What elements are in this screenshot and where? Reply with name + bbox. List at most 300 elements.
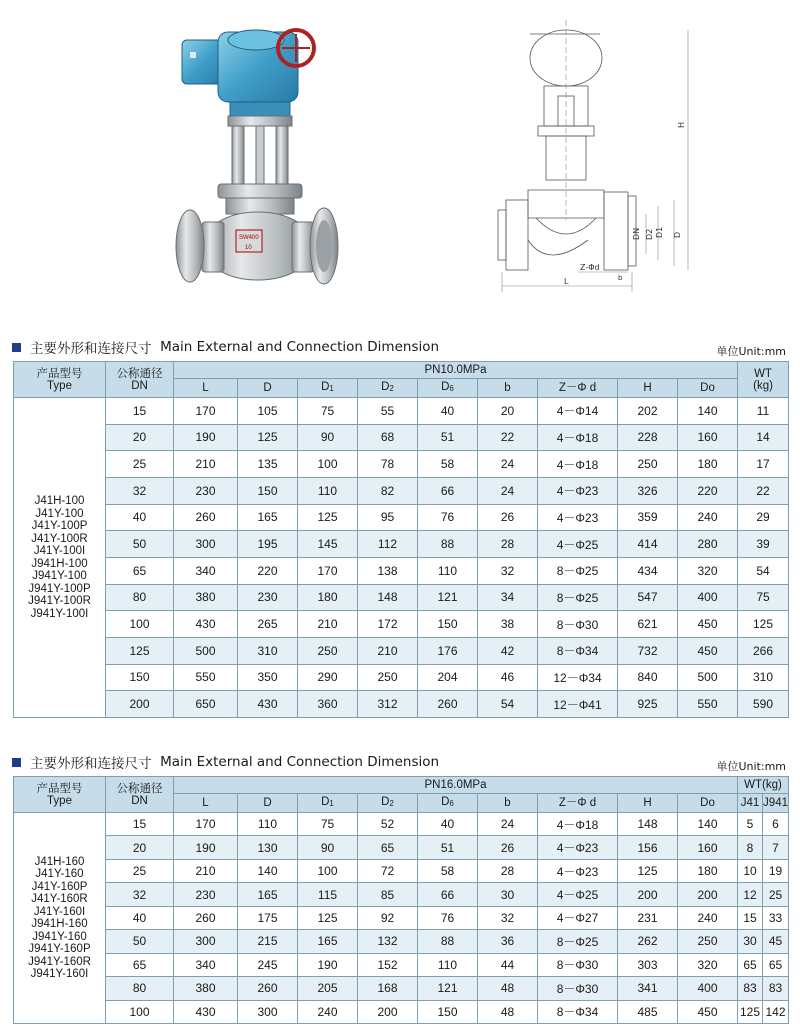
table-cell: 78: [358, 451, 418, 478]
table-cell: 100: [298, 451, 358, 478]
valve-photo: [168, 18, 340, 308]
table-cell: 8: [738, 836, 763, 859]
col-h: H: [618, 379, 678, 398]
table-cell: 65: [106, 953, 174, 976]
table-cell: 80: [106, 584, 174, 611]
table-cell: 75: [298, 813, 358, 836]
table-cell: 430: [174, 611, 238, 638]
table-cell: 310: [238, 637, 298, 664]
table-cell: 51: [418, 836, 478, 859]
type-model: J941Y-160R: [28, 955, 91, 968]
table-cell: 165: [238, 504, 298, 531]
table-cell: 100: [298, 859, 358, 882]
type-model: J941Y-100: [32, 570, 87, 582]
table-cell: 17: [738, 451, 789, 478]
table-cell: 51: [418, 424, 478, 451]
table-cell: 150: [418, 611, 478, 638]
table-cell: 29: [738, 504, 789, 531]
table-cell: 204: [418, 664, 478, 691]
table-cell: 180: [678, 859, 738, 882]
table-cell: 170: [174, 813, 238, 836]
table-cell: 450: [678, 611, 738, 638]
table-cell: 8－Φ34: [538, 1000, 618, 1024]
table-cell: 732: [618, 637, 678, 664]
table-cell: 15: [106, 398, 174, 425]
type-model: J941Y-160P: [28, 943, 91, 955]
col-h: H: [618, 794, 678, 813]
table-cell: 25: [106, 451, 174, 478]
table-cell: 65: [358, 836, 418, 859]
table-cell: 33: [763, 906, 789, 929]
table-cell: 65: [763, 953, 789, 976]
table-cell: 180: [678, 451, 738, 478]
table-cell: 12: [738, 883, 763, 906]
table-cell: 66: [418, 883, 478, 906]
table-row: [14, 557, 789, 584]
table-cell: 121: [418, 584, 478, 611]
table-cell: 65: [106, 557, 174, 584]
table-cell: 50: [106, 930, 174, 953]
type-model: J41Y-100: [35, 507, 84, 520]
table-cell: 24: [478, 451, 538, 478]
table-cell: 76: [418, 906, 478, 929]
table-cell: 200: [358, 1000, 418, 1024]
table-cell: 125: [298, 504, 358, 531]
pressure-header: PN10.0MPa: [174, 362, 738, 379]
table-cell: 110: [418, 557, 478, 584]
table-cell: 34: [478, 584, 538, 611]
table-cell: 125: [238, 424, 298, 451]
table-cell: 326: [618, 477, 678, 504]
table-cell: 240: [678, 504, 738, 531]
table-cell: 250: [678, 930, 738, 953]
table-cell: 28: [478, 859, 538, 882]
table-cell: 52: [358, 813, 418, 836]
table-cell: 8－Φ30: [538, 977, 618, 1000]
section1-unit: 单位Unit:mm: [716, 345, 786, 358]
table-cell: 4－Φ18: [538, 424, 618, 451]
table-cell: 350: [238, 664, 298, 691]
table-cell: 260: [174, 906, 238, 929]
table-cell: 92: [358, 906, 418, 929]
table-cell: 230: [238, 584, 298, 611]
table-cell: 360: [298, 691, 358, 718]
table-cell: 8－Φ30: [538, 611, 618, 638]
table-cell: 4－Φ23: [538, 477, 618, 504]
table-cell: 38: [478, 611, 538, 638]
table-cell: 340: [174, 953, 238, 976]
type-model: J41Y-160R: [31, 893, 88, 905]
table-cell: 140: [678, 813, 738, 836]
type-model: J941Y-160: [32, 930, 87, 943]
table-cell: 125: [106, 637, 174, 664]
table-cell: 240: [298, 1000, 358, 1024]
valve-dimension-drawing: [488, 10, 696, 306]
table-cell: 190: [174, 836, 238, 859]
table-cell: 380: [174, 584, 238, 611]
table-cell: 45: [763, 930, 789, 953]
table-cell: 20: [106, 836, 174, 859]
table-cell: 210: [298, 611, 358, 638]
type-model: J41Y-160I: [33, 905, 86, 918]
table-cell: 88: [418, 930, 478, 953]
table-cell: 260: [418, 691, 478, 718]
dn-header: 公称通径 DN: [106, 362, 174, 398]
table-row: [14, 883, 789, 906]
table-cell: 8－Φ25: [538, 557, 618, 584]
table-cell: 320: [678, 557, 738, 584]
type-cell: [14, 813, 106, 1024]
table-cell: 152: [358, 953, 418, 976]
col-wt-j41: J41: [738, 794, 763, 813]
table-cell: 10: [738, 859, 763, 882]
pn160-dimension-table: [13, 776, 789, 1024]
table-cell: 359: [618, 504, 678, 531]
type-model: J41Y-160P: [31, 880, 88, 893]
col-d1: $D_1$: [298, 379, 358, 398]
table-cell: 340: [174, 557, 238, 584]
table-cell: 145: [298, 531, 358, 558]
table-cell: 303: [618, 953, 678, 976]
table-cell: 46: [478, 664, 538, 691]
table-cell: 260: [174, 504, 238, 531]
table-cell: 28: [478, 531, 538, 558]
table-row: [14, 859, 789, 882]
label-b: b: [618, 274, 623, 282]
table-cell: 220: [678, 477, 738, 504]
table-cell: 24: [478, 813, 538, 836]
table-cell: 58: [418, 859, 478, 882]
table-cell: 26: [478, 836, 538, 859]
col-do: Do: [678, 379, 738, 398]
label-d2: D2: [645, 228, 654, 240]
label-zd: Z-Φd: [580, 263, 600, 272]
col-d6: $D_6$: [418, 379, 478, 398]
table-cell: 14: [738, 424, 789, 451]
table-cell: 150: [238, 477, 298, 504]
type-model: J41Y-100I: [33, 545, 86, 557]
table-row: [14, 424, 789, 451]
table-cell: 112: [358, 531, 418, 558]
type-group: [14, 583, 105, 621]
table-cell: 547: [618, 584, 678, 611]
table-cell: 228: [618, 424, 678, 451]
table-cell: 168: [358, 977, 418, 1000]
table-cell: 130: [238, 836, 298, 859]
table-cell: 165: [298, 930, 358, 953]
pn100-dimension-table: [13, 361, 789, 718]
type-cell: [14, 398, 106, 718]
type-group: [14, 558, 105, 583]
type-model: J41Y-100P: [31, 520, 88, 532]
table-cell: 22: [738, 477, 789, 504]
table-cell: 205: [298, 977, 358, 1000]
col-b: b: [478, 379, 538, 398]
table-cell: 4－Φ25: [538, 883, 618, 906]
dn-header: 公称通径 DN: [106, 777, 174, 813]
table-cell: 650: [174, 691, 238, 718]
table-cell: 115: [298, 883, 358, 906]
table-cell: 32: [106, 477, 174, 504]
type-model: J941Y-100R: [28, 595, 91, 607]
table-cell: 200: [678, 883, 738, 906]
table-row: [14, 930, 789, 953]
table-cell: 176: [418, 637, 478, 664]
table-cell: 250: [618, 451, 678, 478]
col-do: Do: [678, 794, 738, 813]
table-cell: 215: [238, 930, 298, 953]
table-cell: 12－Φ34: [538, 664, 618, 691]
table-cell: 450: [678, 1000, 738, 1024]
table-cell: 400: [678, 584, 738, 611]
table-row: [14, 531, 789, 558]
table-cell: 550: [678, 691, 738, 718]
table-row: [14, 451, 789, 478]
type-model: J41Y-100R: [31, 532, 88, 545]
table-cell: 11: [738, 398, 789, 425]
table-cell: 80: [106, 977, 174, 1000]
table-cell: 380: [174, 977, 238, 1000]
table-cell: 250: [298, 637, 358, 664]
table-cell: 150: [418, 1000, 478, 1024]
table-cell: 156: [618, 836, 678, 859]
table-cell: 265: [238, 611, 298, 638]
table-cell: 310: [738, 664, 789, 691]
table-cell: 230: [174, 477, 238, 504]
section1-heading: [12, 337, 439, 357]
type-group: [14, 918, 105, 943]
col-d: D: [238, 794, 298, 813]
table-cell: 75: [298, 398, 358, 425]
table-cell: 621: [618, 611, 678, 638]
table-cell: 88: [418, 531, 478, 558]
table-cell: 40: [106, 504, 174, 531]
table-cell: 200: [618, 883, 678, 906]
table-cell: 5: [738, 813, 763, 836]
bullet-square-icon: [12, 758, 21, 767]
table-cell: 20: [478, 398, 538, 425]
section2-heading-en: Main External and Connection Dimension: [160, 754, 440, 770]
section2-heading-cn: 主要外形和连接尺寸: [30, 756, 152, 772]
table-cell: 138: [358, 557, 418, 584]
table-cell: 40: [418, 813, 478, 836]
table-cell: 210: [174, 451, 238, 478]
table-cell: 250: [358, 664, 418, 691]
table-cell: 90: [298, 836, 358, 859]
table-cell: 90: [298, 424, 358, 451]
section2-heading: [12, 752, 439, 772]
table-cell: 170: [174, 398, 238, 425]
table-cell: 76: [418, 504, 478, 531]
label-dn: DN: [632, 227, 641, 240]
table-row: [14, 664, 789, 691]
bullet-square-icon: [12, 343, 21, 352]
body-badge: 10: [245, 245, 252, 251]
table-cell: 245: [238, 953, 298, 976]
table-cell: 54: [478, 691, 538, 718]
type-group: [14, 495, 105, 520]
table-cell: 48: [478, 1000, 538, 1024]
table-cell: 110: [298, 477, 358, 504]
table-cell: 210: [358, 637, 418, 664]
table-cell: 32: [478, 906, 538, 929]
table-row: [14, 953, 789, 976]
table-cell: 231: [618, 906, 678, 929]
col-wt-j941: J941: [763, 794, 789, 813]
table-cell: 414: [618, 531, 678, 558]
table-cell: 290: [298, 664, 358, 691]
label-d: D: [673, 231, 682, 238]
label-l: L: [564, 277, 569, 286]
table-cell: 262: [618, 930, 678, 953]
type-group: [14, 856, 105, 881]
table-cell: 54: [738, 557, 789, 584]
col-l: L: [174, 379, 238, 398]
table-cell: 8－Φ30: [538, 953, 618, 976]
table-cell: 312: [358, 691, 418, 718]
pressure-header: PN16.0MPa: [174, 777, 738, 794]
table-cell: 434: [618, 557, 678, 584]
type-group: [14, 943, 105, 981]
table-cell: 7: [763, 836, 789, 859]
type-group: [14, 881, 105, 919]
table-cell: 12－Φ41: [538, 691, 618, 718]
table-cell: 6: [763, 813, 789, 836]
table-row: [14, 977, 789, 1000]
type-model: J941H-160: [31, 918, 88, 930]
table-cell: 95: [358, 504, 418, 531]
col-z-phi-d: Z－Φ d: [538, 379, 618, 398]
col-d: D: [238, 379, 298, 398]
table-cell: 341: [618, 977, 678, 1000]
col-d2: $D_2$: [358, 794, 418, 813]
table-cell: 25: [763, 883, 789, 906]
section2-unit: 单位Unit:mm: [716, 760, 786, 773]
table-cell: 500: [678, 664, 738, 691]
table-row: [14, 398, 789, 425]
table-cell: 300: [238, 1000, 298, 1024]
table-row: [14, 906, 789, 929]
table-cell: 485: [618, 1000, 678, 1024]
table-cell: 170: [298, 557, 358, 584]
table-cell: 110: [238, 813, 298, 836]
table-cell: 44: [478, 953, 538, 976]
table-cell: 110: [418, 953, 478, 976]
table-cell: 140: [678, 398, 738, 425]
table-cell: 135: [238, 451, 298, 478]
table-cell: 280: [678, 531, 738, 558]
table-row: [14, 1000, 789, 1024]
table-cell: 4－Φ23: [538, 504, 618, 531]
table-cell: 105: [238, 398, 298, 425]
col-b: b: [478, 794, 538, 813]
table-row: [14, 611, 789, 638]
table-cell: 72: [358, 859, 418, 882]
table-row: [14, 637, 789, 664]
table-cell: 148: [358, 584, 418, 611]
table-cell: 20: [106, 424, 174, 451]
table-cell: 450: [678, 637, 738, 664]
table-cell: 172: [358, 611, 418, 638]
table-cell: 42: [478, 637, 538, 664]
table-cell: 4－Φ18: [538, 813, 618, 836]
table-cell: 83: [738, 977, 763, 1000]
table-cell: 230: [174, 883, 238, 906]
table-cell: 175: [238, 906, 298, 929]
table-cell: 160: [678, 424, 738, 451]
type-model: J941Y-160I: [30, 968, 89, 980]
table-cell: 25: [106, 859, 174, 882]
table-cell: 150: [106, 664, 174, 691]
body-marking: SW400: [239, 235, 259, 241]
table-cell: 4－Φ18: [538, 451, 618, 478]
table-cell: 210: [174, 859, 238, 882]
table-cell: 430: [238, 691, 298, 718]
table-cell: 4－Φ14: [538, 398, 618, 425]
table-cell: 50: [106, 531, 174, 558]
table-row: [14, 504, 789, 531]
table-cell: 140: [238, 859, 298, 882]
col-d2: $D_2$: [358, 379, 418, 398]
weight-header: WT(kg): [738, 777, 789, 794]
table-row: [14, 584, 789, 611]
weight-header: WT (kg): [738, 362, 789, 398]
type-header: 产品型号 Type: [14, 777, 106, 813]
table-cell: 24: [478, 477, 538, 504]
table-cell: 190: [298, 953, 358, 976]
table-cell: 195: [238, 531, 298, 558]
table-cell: 320: [678, 953, 738, 976]
table-cell: 55: [358, 398, 418, 425]
table-cell: 148: [618, 813, 678, 836]
table-cell: 400: [678, 977, 738, 1000]
table-cell: 19: [763, 859, 789, 882]
type-model: J941Y-100P: [28, 582, 91, 595]
table-cell: 132: [358, 930, 418, 953]
table-cell: 68: [358, 424, 418, 451]
table-cell: 66: [418, 477, 478, 504]
table-cell: 65: [738, 953, 763, 976]
table-cell: 82: [358, 477, 418, 504]
table-cell: 142: [763, 1000, 789, 1024]
table-cell: 300: [174, 930, 238, 953]
table-cell: 32: [106, 883, 174, 906]
col-d6: $D_6$: [418, 794, 478, 813]
table-row: [14, 691, 789, 718]
table-cell: 4－Φ27: [538, 906, 618, 929]
table-cell: 15: [738, 906, 763, 929]
table-cell: 100: [106, 1000, 174, 1024]
table-cell: 550: [174, 664, 238, 691]
table-cell: 202: [618, 398, 678, 425]
table-cell: 4－Φ23: [538, 859, 618, 882]
table-cell: 58: [418, 451, 478, 478]
table-cell: 200: [106, 691, 174, 718]
table-cell: 240: [678, 906, 738, 929]
table-cell: 30: [738, 930, 763, 953]
table-cell: 840: [618, 664, 678, 691]
col-d1: $D_1$: [298, 794, 358, 813]
table-cell: 121: [418, 977, 478, 1000]
table-cell: 165: [238, 883, 298, 906]
table-cell: 430: [174, 1000, 238, 1024]
type-model: J941Y-100I: [30, 607, 89, 620]
table-cell: 22: [478, 424, 538, 451]
table-cell: 4－Φ23: [538, 836, 618, 859]
type-model: J41H-160: [34, 855, 85, 868]
table-cell: 190: [174, 424, 238, 451]
table-cell: 8－Φ34: [538, 637, 618, 664]
